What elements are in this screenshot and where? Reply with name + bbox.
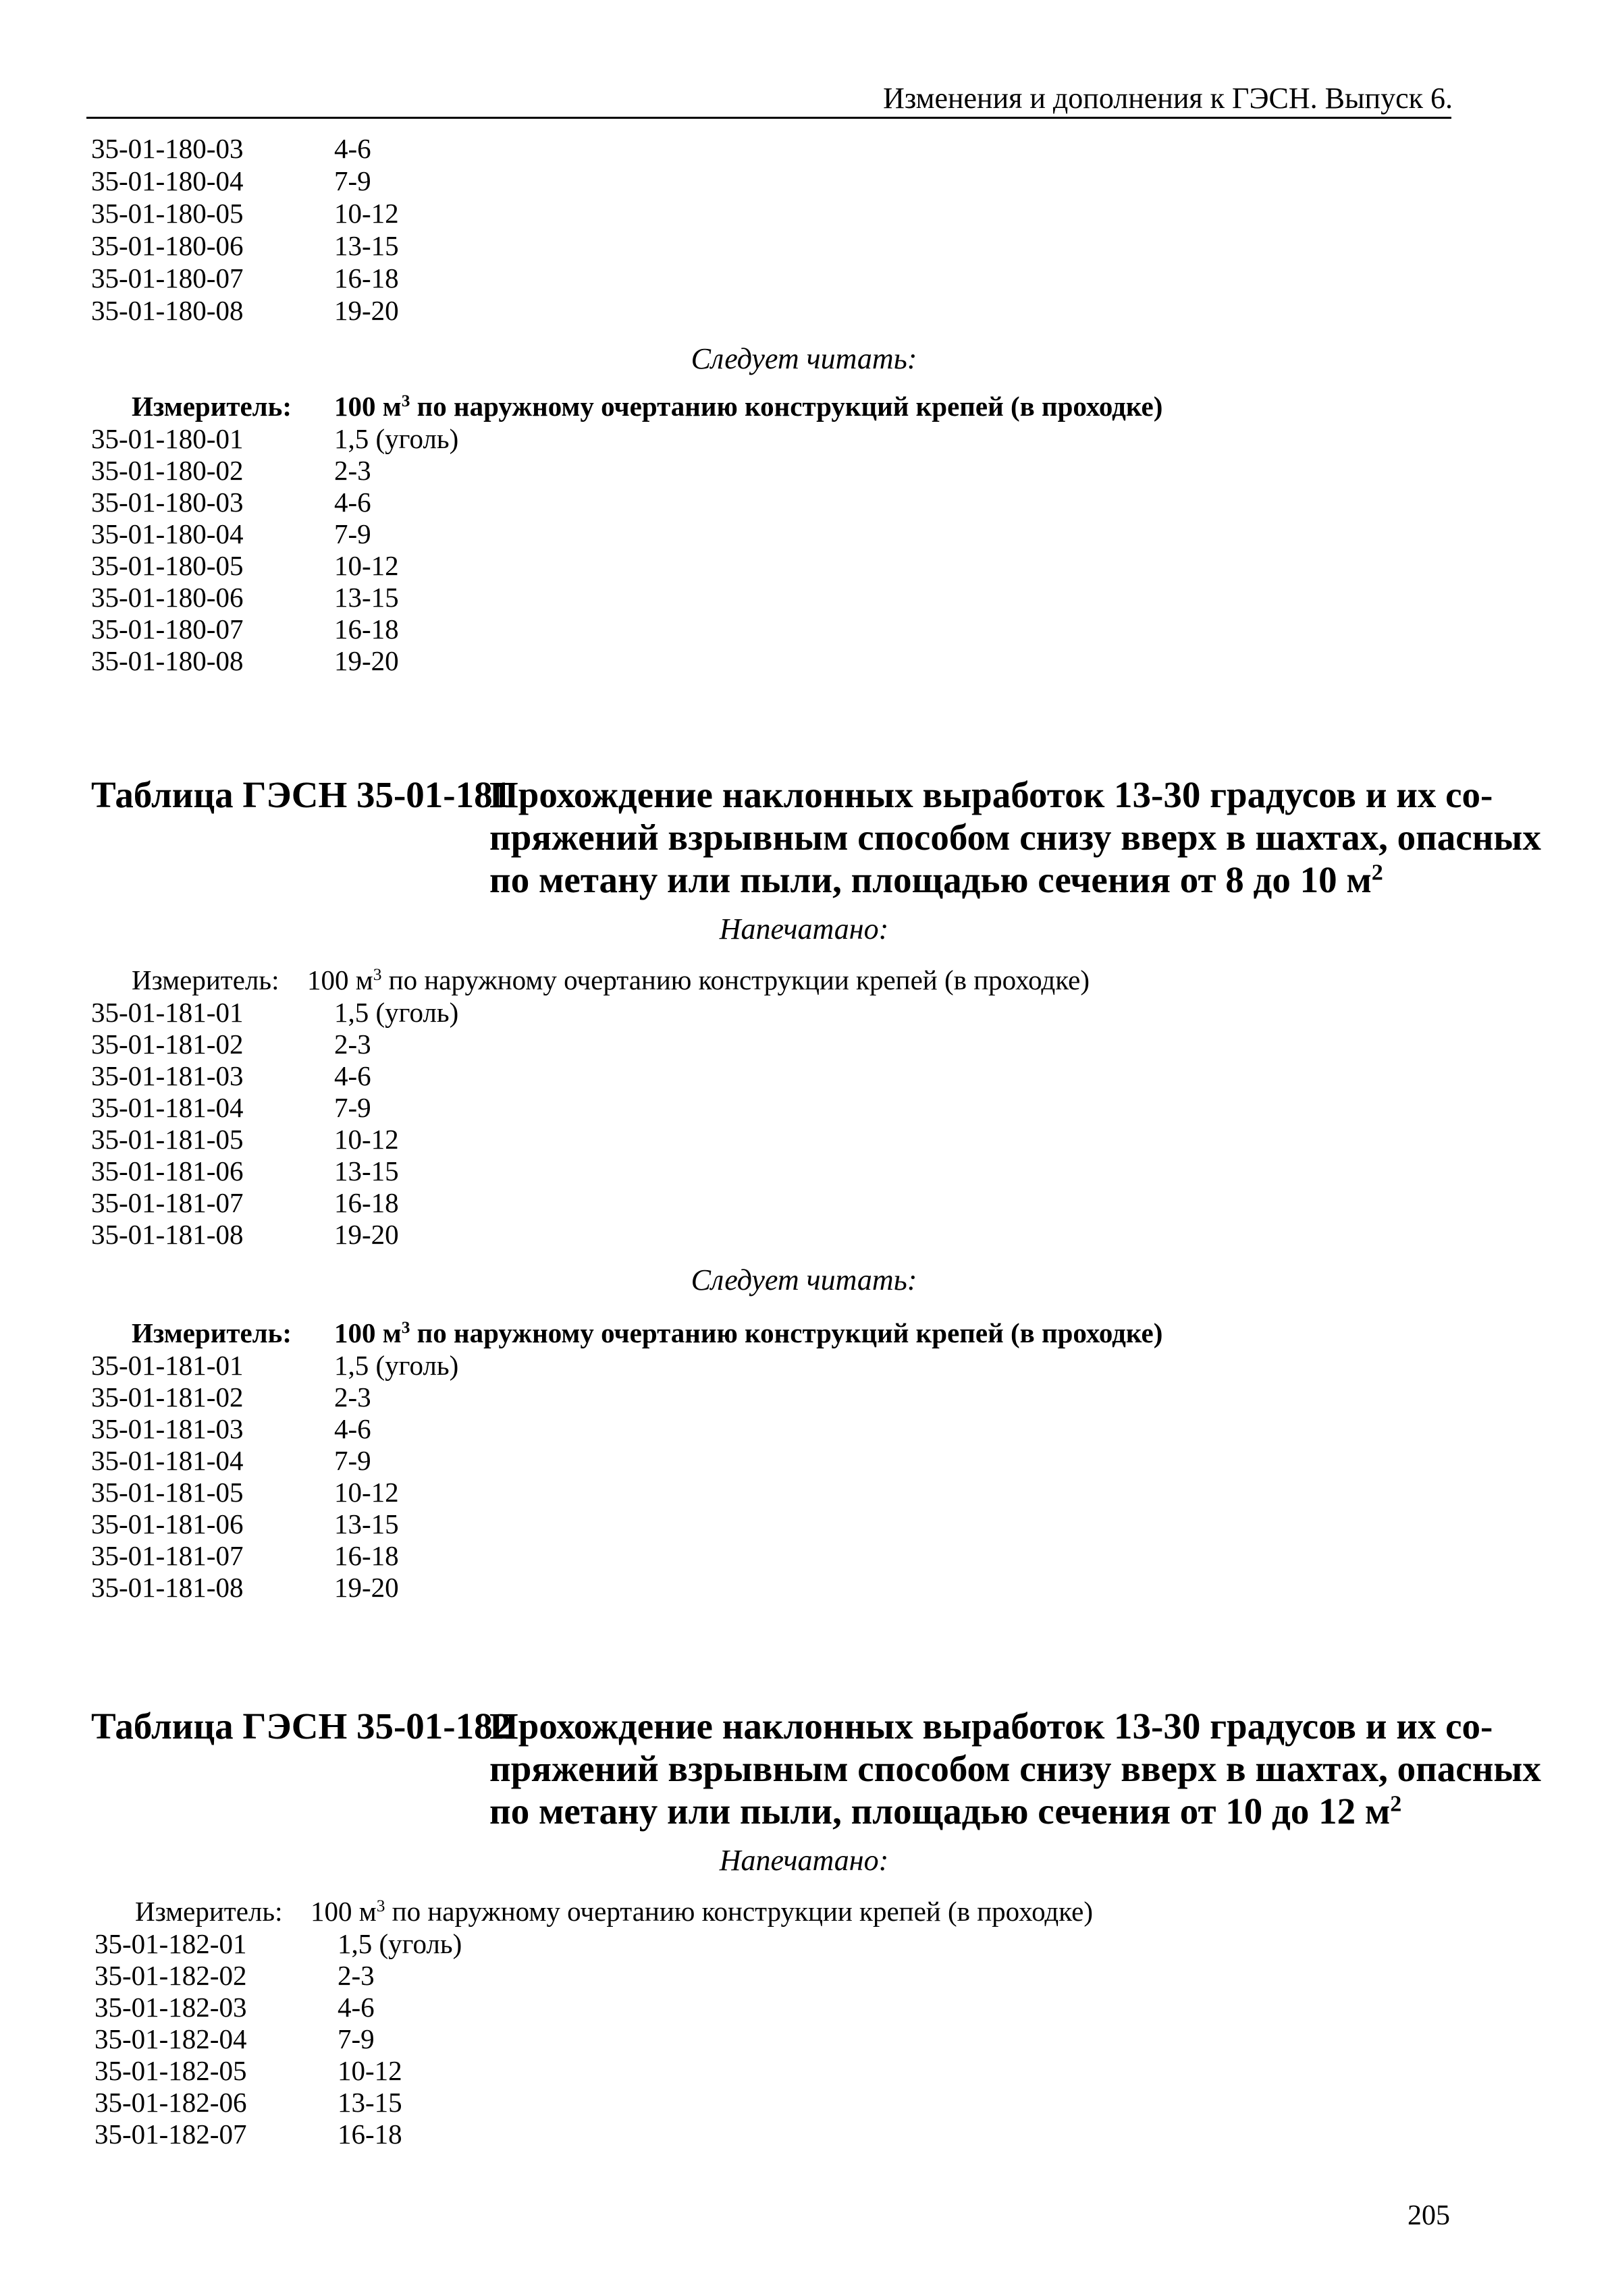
row-code: 35-01-181-02 bbox=[91, 1029, 244, 1060]
page-number: 205 bbox=[1408, 2200, 1450, 2231]
meter-text bbox=[334, 1319, 1162, 1347]
running-header: Изменения и дополнения к ГЭСН. Выпуск 6. bbox=[883, 82, 1453, 115]
table-title-line1: Прохождение наклонных выработок 13-30 градусов и их со- bbox=[489, 774, 1493, 815]
meter-desc: по наружному очертанию конструкции крепей (в проходке) bbox=[381, 964, 1090, 995]
row-value: 4-6 bbox=[334, 133, 371, 164]
title-sup: 2 bbox=[1390, 1791, 1402, 1817]
row-code: 35-01-182-04 bbox=[95, 2023, 247, 2054]
row-code: 35-01-181-04 bbox=[91, 1092, 244, 1123]
meter-sup: 3 bbox=[401, 1318, 410, 1338]
row-code: 35-01-181-08 bbox=[91, 1572, 244, 1603]
section-label-printed: Напечатано: bbox=[719, 912, 889, 946]
meter-desc: по наружному очертанию конструкций крепей (в проходке) bbox=[410, 391, 1163, 422]
table-title-prefix: Таблица ГЭСН 35-01-181 bbox=[91, 774, 512, 815]
row-code: 35-01-180-07 bbox=[91, 263, 244, 294]
row-code: 35-01-182-07 bbox=[95, 2119, 247, 2150]
row-code: 35-01-180-06 bbox=[91, 582, 244, 613]
row-code: 35-01-180-07 bbox=[91, 613, 244, 645]
row-code: 35-01-182-02 bbox=[95, 1960, 247, 1991]
row-value: 7-9 bbox=[334, 1445, 371, 1476]
row-value: 7-9 bbox=[334, 165, 371, 196]
row-value: 16-18 bbox=[334, 613, 399, 645]
row-code: 35-01-180-08 bbox=[91, 645, 244, 676]
meter-text bbox=[311, 1898, 1093, 1925]
header-rule bbox=[86, 117, 1451, 119]
row-value: 13-15 bbox=[338, 2087, 402, 2118]
row-code: 35-01-180-04 bbox=[91, 518, 244, 549]
row-code: 35-01-180-03 bbox=[91, 487, 244, 518]
row-value: 13-15 bbox=[334, 230, 399, 261]
row-code: 35-01-180-05 bbox=[91, 198, 244, 229]
row-code: 35-01-180-06 bbox=[91, 230, 244, 261]
meter-text bbox=[334, 393, 1162, 420]
meter-unit: 100 м bbox=[307, 964, 373, 995]
row-value: 13-15 bbox=[334, 1508, 399, 1539]
row-value: 10-12 bbox=[338, 2055, 402, 2086]
table-title-prefix: Таблица ГЭСН 35-01-182 bbox=[91, 1705, 512, 1747]
title-line3-text: по метану или пыли, площадью сечения от 8 до 10 м bbox=[489, 859, 1372, 900]
row-code: 35-01-181-03 bbox=[91, 1060, 244, 1091]
row-code: 35-01-180-08 bbox=[91, 295, 244, 326]
row-code: 35-01-182-06 bbox=[95, 2087, 247, 2118]
row-value: 4-6 bbox=[338, 1992, 375, 2023]
table-title-line1: Прохождение наклонных выработок 13-30 градусов и их со- bbox=[489, 1705, 1493, 1747]
table-title-line2: пряжений взрывным способом снизу вверх в шахтах, опасных bbox=[489, 1748, 1541, 1789]
row-value: 16-18 bbox=[334, 1540, 399, 1571]
row-value: 7-9 bbox=[338, 2023, 375, 2054]
row-code: 35-01-180-03 bbox=[91, 133, 244, 164]
row-value: 1,5 (уголь) bbox=[334, 997, 459, 1028]
row-code: 35-01-180-05 bbox=[91, 550, 244, 581]
row-code: 35-01-181-02 bbox=[91, 1382, 244, 1413]
section-label-read: Следует читать: bbox=[691, 342, 917, 375]
meter-label: Измеритель: bbox=[132, 391, 292, 422]
row-value: 16-18 bbox=[334, 1187, 399, 1218]
meter-sup: 3 bbox=[376, 1896, 385, 1916]
title-line3-text: по метану или пыли, площадью сечения от 10 до 12 м bbox=[489, 1791, 1391, 1832]
row-value: 10-12 bbox=[334, 550, 399, 581]
meter-label: Измеритель: bbox=[132, 964, 279, 995]
section-label-printed: Напечатано: bbox=[719, 1844, 889, 1877]
row-value: 2-3 bbox=[334, 1382, 371, 1413]
row-value: 10-12 bbox=[334, 1477, 399, 1508]
row-code: 35-01-181-03 bbox=[91, 1413, 244, 1444]
row-value: 16-18 bbox=[334, 263, 399, 294]
row-value: 1,5 (уголь) bbox=[338, 1928, 462, 1959]
row-value: 19-20 bbox=[334, 295, 399, 326]
meter-text bbox=[307, 966, 1090, 994]
meter-unit: 100 м bbox=[311, 1896, 377, 1927]
row-code: 35-01-182-05 bbox=[95, 2055, 247, 2086]
row-value: 2-3 bbox=[334, 1029, 371, 1060]
row-value: 13-15 bbox=[334, 582, 399, 613]
row-value: 13-15 bbox=[334, 1155, 399, 1186]
table-title-line3 bbox=[489, 861, 1383, 898]
row-code: 35-01-182-03 bbox=[95, 1992, 247, 2023]
row-value: 2-3 bbox=[334, 455, 371, 486]
table-title-line2: пряжений взрывным способом снизу вверх в шахтах, опасных bbox=[489, 817, 1541, 858]
meter-label: Измеритель: bbox=[135, 1896, 283, 1927]
row-code: 35-01-181-06 bbox=[91, 1508, 244, 1539]
row-code: 35-01-181-05 bbox=[91, 1124, 244, 1155]
row-code: 35-01-181-01 bbox=[91, 1350, 244, 1381]
row-code: 35-01-181-07 bbox=[91, 1540, 244, 1571]
row-code: 35-01-181-01 bbox=[91, 997, 244, 1028]
row-value: 4-6 bbox=[334, 1413, 371, 1444]
row-value: 10-12 bbox=[334, 1124, 399, 1155]
row-code: 35-01-182-01 bbox=[95, 1928, 247, 1959]
row-value: 2-3 bbox=[338, 1960, 375, 1991]
row-value: 7-9 bbox=[334, 518, 371, 549]
meter-unit: 100 м bbox=[334, 1317, 402, 1348]
row-code: 35-01-181-04 bbox=[91, 1445, 244, 1476]
row-code: 35-01-180-01 bbox=[91, 423, 244, 454]
row-code: 35-01-181-05 bbox=[91, 1477, 244, 1508]
row-code: 35-01-181-08 bbox=[91, 1219, 244, 1250]
row-value: 16-18 bbox=[338, 2119, 402, 2150]
row-value: 7-9 bbox=[334, 1092, 371, 1123]
meter-unit: 100 м bbox=[334, 391, 402, 422]
meter-label: Измеритель: bbox=[132, 1317, 292, 1348]
row-value: 4-6 bbox=[334, 1060, 371, 1091]
row-value: 1,5 (уголь) bbox=[334, 1350, 459, 1381]
title-sup: 2 bbox=[1371, 860, 1383, 885]
section-label-read: Следует читать: bbox=[691, 1263, 917, 1296]
row-code: 35-01-180-02 bbox=[91, 455, 244, 486]
meter-desc: по наружному очертанию конструкций крепей (в проходке) bbox=[410, 1317, 1163, 1348]
row-code: 35-01-180-04 bbox=[91, 165, 244, 196]
row-code: 35-01-181-06 bbox=[91, 1155, 244, 1186]
meter-sup: 3 bbox=[401, 391, 410, 411]
table-title-line3 bbox=[489, 1793, 1401, 1830]
row-value: 1,5 (уголь) bbox=[334, 423, 459, 454]
row-code: 35-01-181-07 bbox=[91, 1187, 244, 1218]
meter-desc: по наружному очертанию конструкции крепей (в проходке) bbox=[385, 1896, 1094, 1927]
row-value: 4-6 bbox=[334, 487, 371, 518]
row-value: 10-12 bbox=[334, 198, 399, 229]
row-value: 19-20 bbox=[334, 1219, 399, 1250]
meter-sup: 3 bbox=[373, 965, 382, 985]
row-value: 19-20 bbox=[334, 1572, 399, 1603]
row-value: 19-20 bbox=[334, 645, 399, 676]
